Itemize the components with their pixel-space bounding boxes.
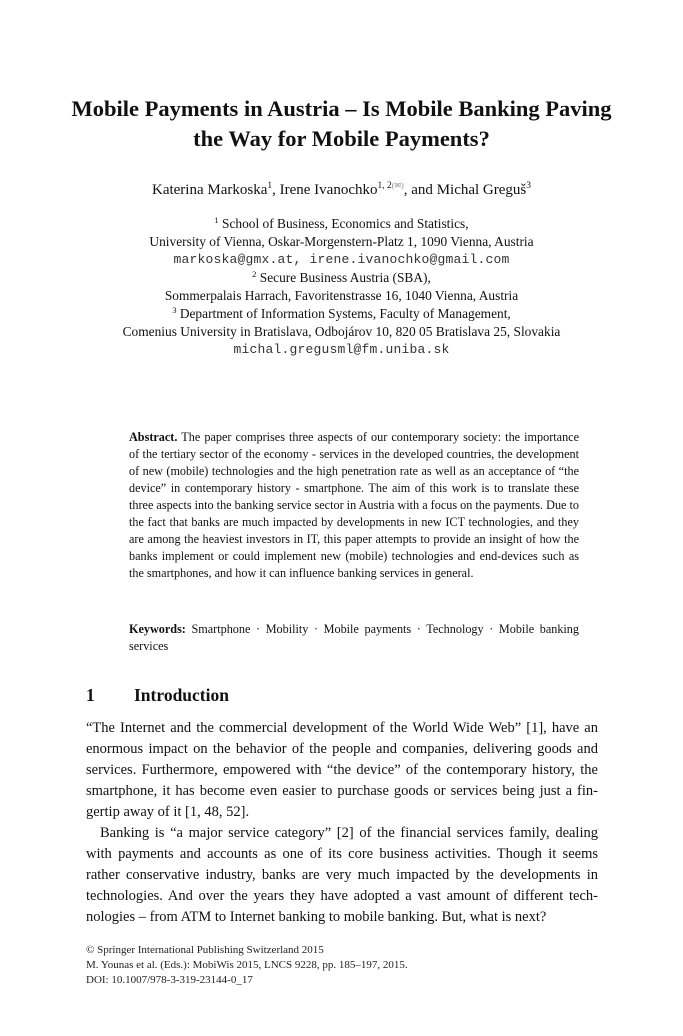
affiliation-mark: 3 bbox=[172, 305, 177, 315]
section-heading bbox=[86, 684, 229, 706]
abstract-label: Abstract. bbox=[129, 430, 178, 444]
affiliation-mark: 2 bbox=[252, 269, 257, 279]
keywords-text: Smartphone · Mobility · Mobile payments · Technology · Mobile banking services bbox=[129, 622, 579, 653]
paragraph: Banking is “a major service category” [2] of the financial services family, dealing with payments and accounts as one of its core business activities. Though it seems rather conservative industry, banks are very much impacted by the developments in technologies. And over the years they have adopted a vast amount of different technologies – from ATM to Internet banking to mobile banking. But, what is next? bbox=[86, 825, 598, 925]
citation-info: M. Younas et al. (Eds.): MobiWis 2015, LNCS 9228, pp. 185–197, 2015. bbox=[86, 959, 408, 971]
paper-title bbox=[60, 94, 623, 154]
affiliation-mark: 1 bbox=[214, 215, 219, 225]
author-affiliation-mark: 3 bbox=[526, 181, 531, 191]
affiliation-3-line-2: Comenius University in Bratislava, Odbojárov 10, 820 05 Bratislava 25, Slovakia bbox=[122, 324, 561, 339]
author-name: Irene Ivanochko bbox=[279, 182, 378, 198]
affiliation-numbers: 1, 2 bbox=[377, 181, 392, 191]
affiliation-text: School of Business, Economics and Statistics, bbox=[222, 216, 469, 231]
author-affiliation-mark: 1, 2(✉) bbox=[377, 181, 404, 191]
author-name: Michal Greguš bbox=[436, 182, 527, 198]
abstract bbox=[129, 429, 579, 582]
keywords bbox=[129, 621, 579, 655]
author-affiliation-mark: 1 bbox=[267, 181, 273, 191]
affiliation-2-line-1 bbox=[60, 269, 623, 287]
title-line-2: the Way for Mobile Payments? bbox=[193, 126, 490, 151]
section-number: 1 bbox=[86, 685, 95, 705]
affiliation-2-line-2: Sommerpalais Harrach, Favoritenstrasse 16, 1040 Vienna, Austria bbox=[164, 288, 519, 303]
affiliation-3-email[interactable]: michal.gregusml@fm.uniba.sk bbox=[233, 342, 450, 357]
author-separator: , bbox=[272, 182, 280, 198]
author-name: Katerina Markoska bbox=[151, 182, 268, 198]
affiliation-text: Department of Information Systems, Faculty of Management, bbox=[179, 306, 511, 321]
affiliations bbox=[60, 215, 623, 359]
introduction-body bbox=[86, 718, 598, 928]
title-line-1: Mobile Payments in Austria – Is Mobile Banking Paving bbox=[71, 96, 612, 121]
section-title: Introduction bbox=[134, 685, 229, 705]
keywords-label: Keywords: bbox=[129, 622, 186, 636]
affiliation-3-line-1 bbox=[60, 305, 623, 323]
author-separator: , and bbox=[403, 182, 437, 198]
doi[interactable]: DOI: 10.1007/978-3-319-23144-0_17 bbox=[86, 974, 253, 986]
affiliation-1-line-1 bbox=[60, 215, 623, 233]
copyright-notice: © Springer International Publishing Switzerland 2015 bbox=[86, 944, 324, 956]
affiliation-1-line-2: University of Vienna, Oskar-Morgenstern-Platz 1, 1090 Vienna, Austria bbox=[149, 234, 534, 249]
abstract-text: The paper comprises three aspects of our contemporary society: the importance of the tertiary sector of the economy - services in the developed countries, the development of new (mobile) technologies and the high penetration rate as well as an acceptance of “the device” in contemporary history - smartphone. The aim of this work is to translate these three aspects into the banking service sector in Austria with a focus on the payments. Due to the fact that banks are much impacted by developments in new ICT technologies, and they are among the heaviest investors in IT, this paper attempts to provide an insight of how the banks implement or could implement new (mobile) technologies and end-devices such as the smartphones, and how it can influence banking services in general. bbox=[129, 430, 579, 580]
affiliation-1-emails[interactable]: markoska@gmx.at, irene.ivanochko@gmail.com bbox=[173, 252, 510, 267]
author-list bbox=[60, 180, 623, 200]
affiliation-text: Secure Business Austria (SBA), bbox=[259, 270, 431, 285]
publication-footer bbox=[86, 943, 408, 988]
paragraph: “The Internet and the commercial development of the World Wide Web” [1], have an enormous impact on the behavior of the people and companies, delivering goods and services. Furthermore, empowered with “the device” of the contemporary history, the smartphone, it has become even easier to purchase goods or services being just a fingertip away of it [1, 48, 52]. bbox=[86, 720, 598, 820]
